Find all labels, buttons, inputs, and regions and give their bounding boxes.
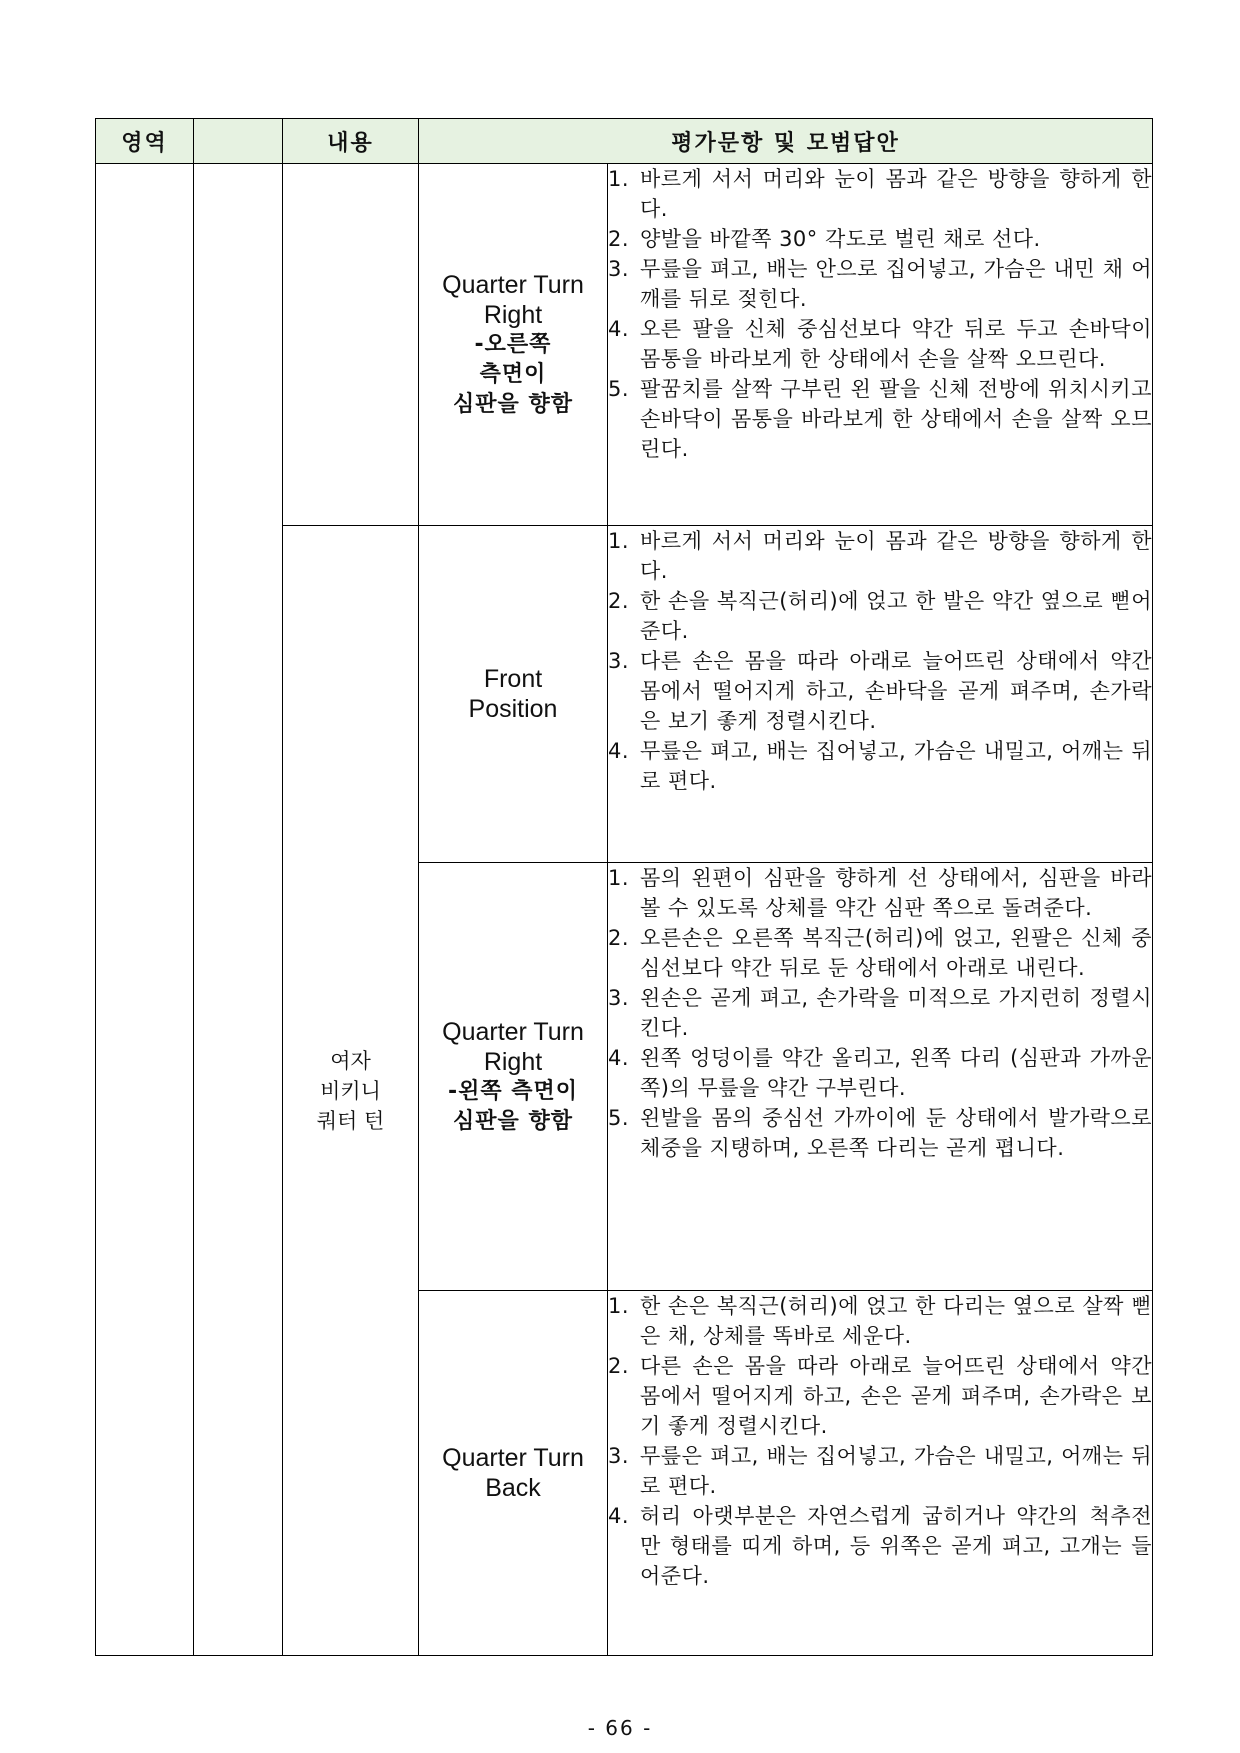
table-row — [96, 164, 1153, 526]
step-text: 무릎은 펴고, 배는 집어넣고, 가슴은 내밀고, 어깨는 뒤로 편다. — [640, 1444, 1152, 1498]
step-text: 무릎은 펴고, 배는 집어넣고, 가슴은 내밀고, 어깨는 뒤로 편다. — [640, 739, 1152, 793]
steps-list — [608, 526, 1152, 796]
step-text: 양발을 바깥쪽 30° 각도로 벌린 채로 선다. — [640, 227, 1041, 251]
topic-line: 여자 — [330, 1048, 371, 1073]
step-text: 다른 손은 몸을 따라 아래로 늘어뜨린 상태에서 약간 몸에서 떨어지게 하고, 손바닥을 곧게 펴주며, 손가락은 보기 좋게 정렬시킨다. — [640, 649, 1152, 733]
step-number: 2. — [608, 1354, 630, 1378]
content-blank-cell — [283, 164, 419, 526]
step-number: 5. — [608, 1106, 630, 1130]
step-item — [608, 1291, 1152, 1351]
area-cell — [96, 164, 194, 1656]
step-item — [608, 1351, 1152, 1441]
step-item — [608, 1043, 1152, 1103]
step-text: 한 손을 복직근(허리)에 얹고 한 발은 약간 옆으로 뻗어준다. — [640, 589, 1152, 643]
step-number: 4. — [608, 1504, 630, 1528]
step-number: 2. — [608, 589, 630, 613]
step-item — [608, 736, 1152, 796]
pose-title-en: Quarter Turn — [442, 270, 584, 299]
step-text: 바르게 서서 머리와 눈이 몸과 같은 방향을 향하게 한다. — [640, 529, 1152, 583]
step-number: 5. — [608, 377, 630, 401]
step-item — [608, 863, 1152, 923]
step-text: 몸의 왼편이 심판을 향하게 선 상태에서, 심판을 바라볼 수 있도록 상체를 약간 심판 쪽으로 돌려준다. — [640, 866, 1152, 920]
pose-title-en: Right — [483, 300, 543, 329]
step-item — [608, 983, 1152, 1043]
step-number: 1. — [608, 866, 630, 890]
pose-title-en: Quarter Turn — [442, 1444, 584, 1472]
step-item — [608, 1501, 1152, 1591]
header-questions: 평가문항 및 모범답안 — [419, 119, 1153, 164]
step-item — [608, 1441, 1152, 1501]
pose-title-en: Front — [483, 665, 543, 693]
pose-title-ko: 측면이 — [479, 361, 547, 387]
answer-cell — [608, 164, 1153, 526]
answer-cell — [608, 526, 1153, 863]
step-number: 1. — [608, 167, 630, 191]
step-item — [608, 374, 1152, 464]
step-number: 1. — [608, 1294, 630, 1318]
topic-line: 비키니 — [320, 1078, 381, 1103]
step-number: 4. — [608, 1046, 630, 1070]
step-text: 바르게 서서 머리와 눈이 몸과 같은 방향을 향하게 한다. — [640, 167, 1152, 221]
pose-title-en: Back — [485, 1474, 541, 1502]
pose-title-ko: 심판을 향함 — [453, 391, 573, 417]
pose-cell — [419, 863, 608, 1291]
pose-title-en: Position — [468, 695, 558, 723]
step-text: 팔꿈치를 살짝 구부린 왼 팔을 신체 전방에 위치시키고 손바닥이 몸통을 바라보게 한 상태에서 손을 살짝 오므린다. — [640, 377, 1152, 461]
step-text: 무릎을 펴고, 배는 안으로 집어넣고, 가슴은 내민 채 어깨를 뒤로 젖힌다. — [640, 257, 1152, 311]
evaluation-table — [95, 118, 1153, 1656]
step-text: 오른손은 오른쪽 복직근(허리)에 얹고, 왼팔은 신체 중심선보다 약간 뒤로 둔 상태에서 아래로 내린다. — [640, 926, 1152, 980]
step-text: 오른 팔을 신체 중심선보다 약간 뒤로 두고 손바닥이 몸통을 바라보게 한 상태에서 손을 살짝 오므린다. — [640, 317, 1152, 371]
header-blank — [194, 119, 283, 164]
step-text: 왼쪽 엉덩이를 약간 올리고, 왼쪽 다리 (심판과 가까운 쪽)의 무릎을 약간 구부린다. — [640, 1046, 1152, 1100]
header-area: 영역 — [96, 119, 194, 164]
steps-list — [608, 164, 1152, 464]
pose-title-en: Right — [483, 1047, 543, 1076]
subarea-cell — [194, 164, 283, 1656]
header-content: 내용 — [283, 119, 419, 164]
topic-cell — [283, 526, 419, 1656]
pose-cell — [419, 164, 608, 526]
step-item — [608, 1103, 1152, 1163]
step-number: 1. — [608, 529, 630, 553]
step-text: 다른 손은 몸을 따라 아래로 늘어뜨린 상태에서 약간 몸에서 떨어지게 하고, 손은 곧게 펴주며, 손가락은 보기 좋게 정렬시킨다. — [640, 1354, 1152, 1438]
steps-list — [608, 1291, 1152, 1591]
step-item — [608, 526, 1152, 586]
steps-list — [608, 863, 1152, 1163]
step-item — [608, 586, 1152, 646]
step-number: 2. — [608, 227, 630, 251]
pose-title-ko: 심판을 향함 — [453, 1108, 573, 1134]
answer-cell — [608, 1291, 1153, 1656]
topic-line: 쿼터 턴 — [316, 1108, 385, 1133]
step-item — [608, 254, 1152, 314]
step-item — [608, 164, 1152, 224]
pose-title-ko: -오른쪽 — [474, 331, 552, 357]
answer-cell — [608, 863, 1153, 1291]
step-number: 3. — [608, 649, 630, 673]
step-item — [608, 646, 1152, 736]
step-number: 2. — [608, 926, 630, 950]
step-item — [608, 224, 1152, 254]
step-number: 4. — [608, 739, 630, 763]
pose-title-en: Quarter Turn — [442, 1017, 584, 1046]
step-number: 3. — [608, 1444, 630, 1468]
step-text: 왼발을 몸의 중심선 가까이에 둔 상태에서 발가락으로 체중을 지탱하며, 오른쪽 다리는 곧게 폅니다. — [640, 1106, 1152, 1160]
pose-title-ko: -왼쪽 측면이 — [447, 1078, 579, 1104]
step-item — [608, 923, 1152, 983]
step-text: 한 손은 복직근(허리)에 얹고 한 다리는 옆으로 살짝 뻗은 채, 상체를 똑바로 세운다. — [640, 1294, 1152, 1348]
step-item — [608, 314, 1152, 374]
table-header-row — [96, 119, 1153, 164]
page-number: - 66 - — [587, 1716, 653, 1740]
step-text: 허리 아랫부분은 자연스럽게 굽히거나 약간의 척추전만 형태를 띠게 하며, 등 위쪽은 곧게 펴고, 고개는 들어준다. — [640, 1504, 1152, 1588]
pose-cell — [419, 526, 608, 863]
step-number: 3. — [608, 257, 630, 281]
step-number: 3. — [608, 986, 630, 1010]
step-number: 4. — [608, 317, 630, 341]
pose-cell — [419, 1291, 608, 1656]
step-text: 왼손은 곧게 펴고, 손가락을 미적으로 가지런히 정렬시킨다. — [640, 986, 1152, 1040]
